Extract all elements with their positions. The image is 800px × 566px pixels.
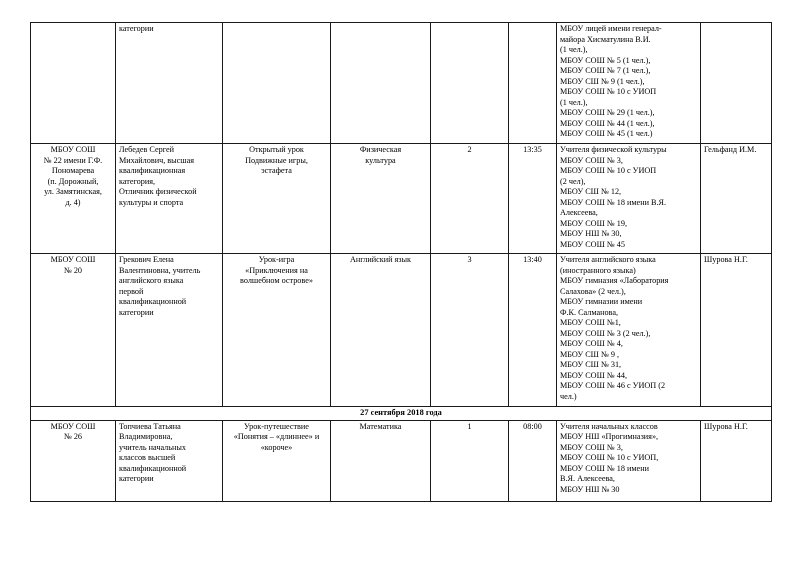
text-line: квалификационная [119, 166, 186, 175]
text-line: майора Хисматулина В.И. [560, 34, 651, 44]
participants-lines [560, 24, 697, 140]
text-line: МБОУ СОШ [50, 255, 96, 264]
text-line: МБОУ СОШ № 3, [560, 155, 623, 165]
cell-teacher [116, 23, 223, 144]
text-line: квалификационной [119, 463, 187, 473]
text-line: МБОУ НШ № 30, [560, 229, 622, 238]
cell-curator [701, 23, 772, 144]
text-line: МБОУ СОШ № 10 с УИОП, [560, 453, 659, 463]
table-row [31, 23, 772, 144]
text-line: (п. Дорожный, [47, 176, 99, 186]
cell-subject [331, 254, 431, 407]
cell-topic [223, 420, 331, 501]
cell-subject [331, 144, 431, 254]
cell-teacher [116, 254, 223, 407]
schedule-table [30, 22, 772, 502]
text-line: «короче» [260, 442, 293, 452]
text-line: категории [119, 307, 154, 317]
text-line: Урок-игра [258, 255, 295, 264]
text-line: Отличник физической [119, 187, 197, 196]
topic-lines [226, 422, 327, 454]
text-line: Алексеева, [560, 208, 598, 217]
text-line: № 22 имени Г.Ф. [43, 155, 103, 165]
text-line: первой [119, 286, 144, 296]
text-line: культуры и спорта [119, 197, 184, 207]
text-line: Английский язык [350, 255, 411, 264]
cell-subject [331, 420, 431, 501]
text-line: МБОУ СОШ № 10 с УИОП [560, 87, 657, 96]
text-line: МБОУ СОШ № 7 (1 чел.), [560, 66, 651, 75]
cell-time: 13:35 [509, 144, 557, 254]
text-line: Учителя физической культуры [560, 145, 667, 154]
cell-participants [557, 144, 701, 254]
cell-time: 08:00 [509, 420, 557, 501]
text-line: МБОУ СОШ [50, 421, 96, 431]
text-line: категории [119, 474, 154, 484]
text-line: волшебном острове» [240, 276, 313, 285]
text-line: «Понятия – «длиннее» и [233, 432, 320, 442]
date-separator-row [31, 407, 772, 421]
text-line: МБОУ СОШ №1, [560, 318, 621, 327]
text-line: Михайлович, высшая [119, 155, 195, 165]
cell-time [509, 23, 557, 144]
text-line: Урок-путешествие [244, 421, 309, 431]
teacher-lines [119, 422, 219, 485]
cell-time: 13:40 [509, 254, 557, 407]
table-row [31, 144, 772, 254]
text-line: (2 чел), [560, 176, 586, 186]
text-line: культура [365, 155, 396, 165]
participants-lines [560, 255, 697, 402]
text-line: МБОУ СОШ № 3 (2 чел.), [560, 328, 651, 338]
text-line: МБОУ СОШ № 5 (1 чел.), [560, 55, 651, 65]
teacher-lines [119, 24, 219, 35]
text-line: МБОУ СОШ № 29 (1 чел.), [560, 108, 655, 117]
cell-participants [557, 23, 701, 144]
text-line: МБОУ гимназия «Лаборатория [560, 276, 669, 285]
text-line: МБОУ СОШ № 45 [560, 239, 625, 249]
text-line: В.Я. Алексеева, [560, 474, 615, 484]
text-line: МБОУ СОШ № 44, [560, 370, 627, 380]
text-line: классов высшей [119, 453, 176, 463]
text-line: МБОУ СОШ [50, 145, 96, 154]
cell-topic [223, 254, 331, 407]
text-line: (1 чел.), [560, 45, 588, 54]
participants-lines [560, 145, 697, 250]
teacher-lines [119, 255, 219, 318]
text-line: Ф.К. Салманова, [560, 307, 618, 317]
cell-subject [331, 23, 431, 144]
text-line: МБОУ СОШ № 3, [560, 442, 623, 452]
cell-organization [31, 254, 116, 407]
organization-lines [34, 255, 112, 276]
cell-topic [223, 144, 331, 254]
cell-grade [431, 23, 509, 144]
text-line: Пономарева [51, 166, 95, 175]
text-line: МБОУ СОШ № 45 (1 чел.) [560, 129, 653, 138]
cell-participants [557, 254, 701, 407]
topic-lines [226, 145, 327, 177]
cell-organization [31, 420, 116, 501]
text-line: Салахова» (2 чел.), [560, 286, 626, 296]
text-line: Подвижные игры, [245, 155, 308, 165]
topic-lines [226, 255, 327, 287]
subject-lines [334, 145, 427, 166]
cell-grade: 2 [431, 144, 509, 254]
text-line: эстафета [261, 166, 292, 175]
text-line: МБОУ СШ № 12, [560, 187, 622, 196]
cell-teacher [116, 144, 223, 254]
cell-grade: 3 [431, 254, 509, 407]
text-line: МБОУ СОШ № 18 имени [560, 463, 649, 473]
text-line: квалификационной [119, 297, 187, 306]
text-line: «Приключения на [245, 265, 308, 275]
text-line: МБОУ СОШ № 19, [560, 218, 627, 228]
text-line: МБОУ НШ «Прогимназия», [560, 432, 659, 442]
text-line: Математика [359, 421, 402, 431]
text-line: МБОУ СОШ № 18 имени В.Я. [560, 197, 667, 207]
text-line: учитель начальных [119, 442, 186, 452]
text-line: Учителя английского языка [560, 255, 656, 264]
text-line: МБОУ НШ № 30 [560, 484, 620, 494]
schedule-sheet [30, 22, 771, 502]
text-line: Грекович Елена [119, 255, 174, 264]
text-line: МБОУ СОШ № 4, [560, 339, 623, 348]
text-line: Физическая [359, 145, 402, 154]
cell-teacher [116, 420, 223, 501]
table-row [31, 254, 772, 407]
date-separator-label: 27 сентября 2018 года [31, 407, 772, 421]
participants-lines [560, 422, 697, 496]
text-line: № 20 [63, 265, 83, 275]
text-line: (иностранного языка) [560, 265, 636, 275]
cell-organization [31, 23, 116, 144]
table-row [31, 420, 772, 501]
text-line: МБОУ гимназии имени [560, 297, 643, 306]
text-line: МБОУ СОШ № 44 (1 чел.), [560, 118, 655, 128]
cell-curator: Шурова Н.Г. [701, 254, 772, 407]
text-line: Топчиева Татьяна [119, 421, 181, 431]
cell-curator: Шурова Н.Г. [701, 420, 772, 501]
teacher-lines [119, 145, 219, 208]
text-line: категории [119, 24, 154, 33]
text-line: д. 4) [65, 197, 81, 207]
text-line: МБОУ СШ № 9 (1 чел.), [560, 76, 645, 86]
cell-participants [557, 420, 701, 501]
text-line: Валентиновна, учитель [119, 265, 201, 275]
text-line: № 26 [63, 432, 83, 442]
text-line: МБОУ СОШ № 46 с УИОП (2 [560, 381, 666, 390]
text-line: Учителя начальных классов [560, 421, 658, 431]
text-line: английского языка [119, 276, 184, 285]
text-line: МБОУ лицей имени генерал- [560, 24, 662, 33]
cell-curator: Гельфанд И.М. [701, 144, 772, 254]
text-line: ул. Замятинская, [44, 187, 102, 196]
text-line: Лебедев Сергей [119, 145, 174, 154]
text-line: категория, [119, 176, 156, 186]
subject-lines [334, 255, 427, 266]
text-line: Открытый урок [249, 145, 304, 154]
text-line: чел.) [560, 391, 577, 401]
text-line: (1 чел.), [560, 97, 588, 107]
organization-lines [34, 145, 112, 208]
cell-topic [223, 23, 331, 144]
subject-lines [334, 422, 427, 433]
text-line: МБОУ СШ № 9 , [560, 349, 620, 359]
cell-organization [31, 144, 116, 254]
text-line: МБОУ СШ № 31, [560, 360, 622, 369]
cell-grade: 1 [431, 420, 509, 501]
text-line: МБОУ СОШ № 10 с УИОП [560, 166, 657, 175]
organization-lines [34, 422, 112, 443]
text-line: Владимировна, [119, 432, 173, 442]
